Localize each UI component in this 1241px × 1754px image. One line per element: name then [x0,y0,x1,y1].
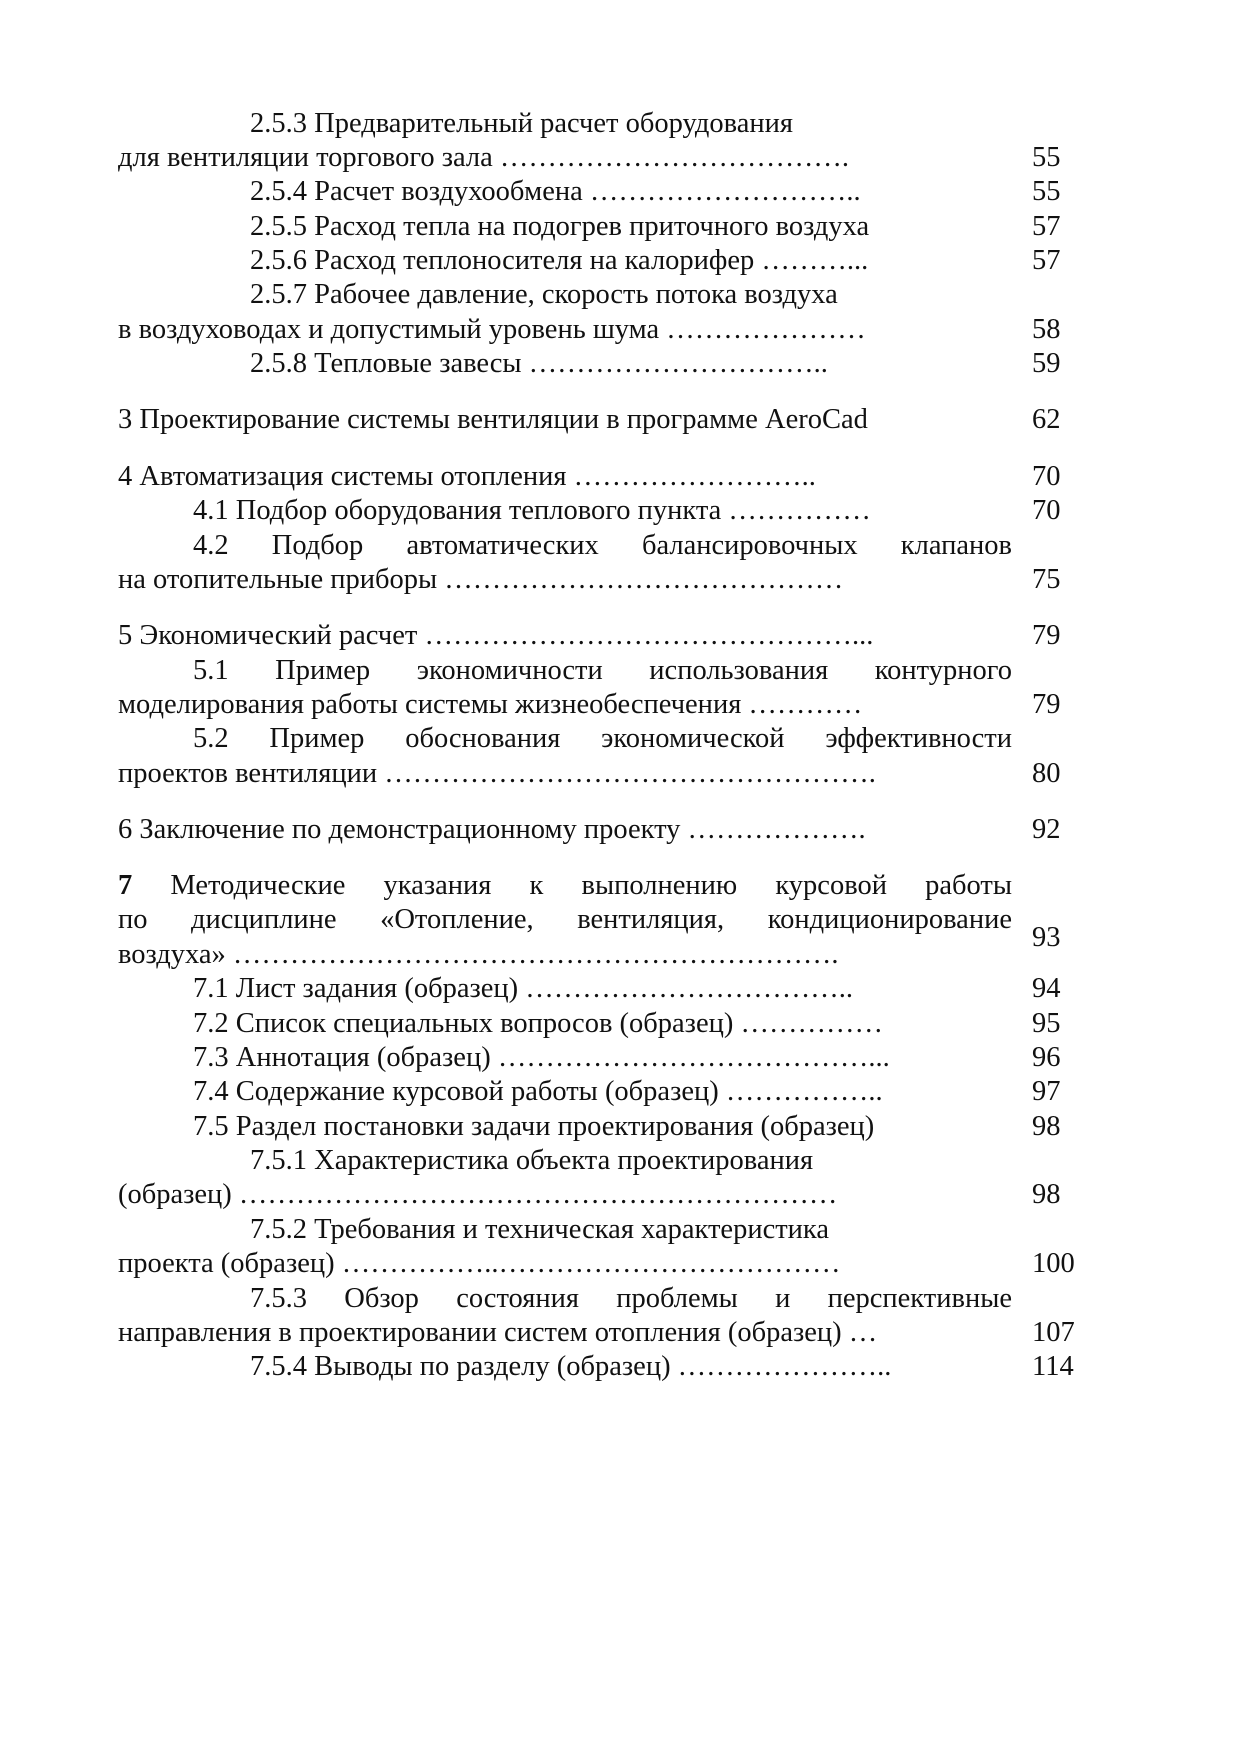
toc-entry-7-3-page: 96 [1032,1042,1061,1073]
toc-entry-7-5-title: 7.5 Раздел постановки задачи проектирования (образец) [193,1111,875,1142]
toc-entry-4-2-page: 75 [1032,564,1061,595]
toc-entry-6-page: 92 [1032,814,1061,845]
toc-entry-7-title-text: Методические указания к выполнению курсовой работы [170,870,1012,901]
toc-entry-5-2-title: 5.2 Пример обоснования экономической эффективности [193,723,1012,754]
toc-entry-2-5-3-continuation: для вентиляции торгового зала ………………………………. [118,142,850,173]
toc-entry-5-1-page: 79 [1032,689,1061,720]
toc-entry-2-5-8-title: 2.5.8 Тепловые завесы ………………………….. [250,348,828,379]
toc-entry-5-1-title: 5.1 Пример экономичности использования контурного [193,655,1012,686]
toc-entry-4-2-continuation: на отопительные приборы …………………………………… [118,564,844,595]
toc-entry-2-5-4-title: 2.5.4 Расчет воздухообмена ……………………….. [250,176,861,207]
toc-entry-7-5-1-title: 7.5.1 Характеристика объекта проектирования [250,1145,814,1176]
toc-entry-7-1-title: 7.1 Лист задания (образец) …………………………….. [193,973,854,1004]
toc-entry-7-5-1-continuation: (образец) ……………………………………………………… [118,1179,838,1210]
toc-entry-7-continuation-1: по дисциплине «Отопление, вентиляция, кондиционирование [118,904,1012,935]
toc-entry-7-5-1-page: 98 [1032,1179,1061,1210]
toc-entry-7-3-title: 7.3 Аннотация (образец) …………………………………... [193,1042,890,1073]
toc-entry-2-5-8-page: 59 [1032,348,1061,379]
toc-entry-4-title: 4 Автоматизация системы отопления …………………….. [118,461,816,492]
toc-entry-2-5-3-page: 55 [1032,142,1061,173]
toc-entry-4-1-title: 4.1 Подбор оборудования теплового пункта …………… [193,495,871,526]
toc-entry-7-5-4-title: 7.5.4 Выводы по разделу (образец) ………………….. [250,1351,892,1382]
toc-entry-2-5-6-page: 57 [1032,245,1061,276]
toc-entry-7-5-3-page: 107 [1032,1317,1075,1348]
toc-entry-2-5-5-page: 57 [1032,211,1061,242]
toc-entry-7-title [118,867,1012,905]
toc-entry-5-1-continuation: моделирования работы системы жизнеобеспечения ………… [118,689,863,720]
toc-entry-4-1-page: 70 [1032,495,1061,526]
toc-entry-5-2-page: 80 [1032,758,1061,789]
toc-entry-7-5-2-title: 7.5.2 Требования и техническая характеристика [250,1214,829,1245]
toc-entry-4-2-title: 4.2 Подбор автоматических балансировочных клапанов [193,530,1012,561]
toc-entry-7-1-page: 94 [1032,973,1061,1004]
toc-entry-7-4-title: 7.4 Содержание курсовой работы (образец) …………….. [193,1076,883,1107]
toc-entry-7-5-2-page: 100 [1032,1248,1075,1279]
toc-entry-2-5-5-title: 2.5.5 Расход тепла на подогрев приточного воздуха [250,211,870,242]
toc-entry-5-page: 79 [1032,620,1061,651]
toc-entry-5-2-continuation: проектов вентиляции ……………………………………………. [118,758,876,789]
toc-entry-7-5-3-continuation: направления в проектировании систем отопления (образец) … [118,1317,878,1348]
toc-entry-3-page: 62 [1032,404,1061,435]
toc-entry-2-5-6-title: 2.5.6 Расход теплоносителя на калорифер ………... [250,245,869,276]
toc-entry-4-page: 70 [1032,461,1061,492]
toc-entry-2-5-7-title: 2.5.7 Рабочее давление, скорость потока воздуха [250,279,838,310]
toc-entry-5-title: 5 Экономический расчет ………………………………………... [118,620,874,651]
toc-entry-7-page: 93 [1032,922,1061,953]
toc-entry-3-title: 3 Проектирование системы вентиляции в программе AeroCad [118,404,868,435]
toc-entry-7-continuation-2: воздуха» ………………………………………………………. [118,939,839,970]
toc-entry-7-5-3-title: 7.5.3 Обзор состояния проблемы и перспективные [250,1283,1012,1314]
toc-entry-7-5-2-continuation: проекта (образец) ……………..……………………………… [118,1248,841,1279]
toc-entry-7-2-page: 95 [1032,1008,1061,1039]
toc-entry-2-5-7-page: 58 [1032,314,1061,345]
toc-entry-7-2-title: 7.2 Список специальных вопросов (образец) …………… [193,1008,883,1039]
toc-entry-7-5-page: 98 [1032,1111,1061,1142]
toc-entry-2-5-3-title: 2.5.3 Предварительный расчет оборудования [250,108,794,139]
toc-entry-2-5-4-page: 55 [1032,176,1061,207]
toc-entry-6-title: 6 Заключение по демонстрационному проекту ………………. [118,814,866,845]
toc-entry-7-4-page: 97 [1032,1076,1061,1107]
toc-entry-7-number: 7 [118,870,133,901]
toc-entry-2-5-7-continuation: в воздуховодах и допустимый уровень шума ………………… [118,314,866,345]
toc-entry-7-5-4-page: 114 [1032,1351,1074,1382]
